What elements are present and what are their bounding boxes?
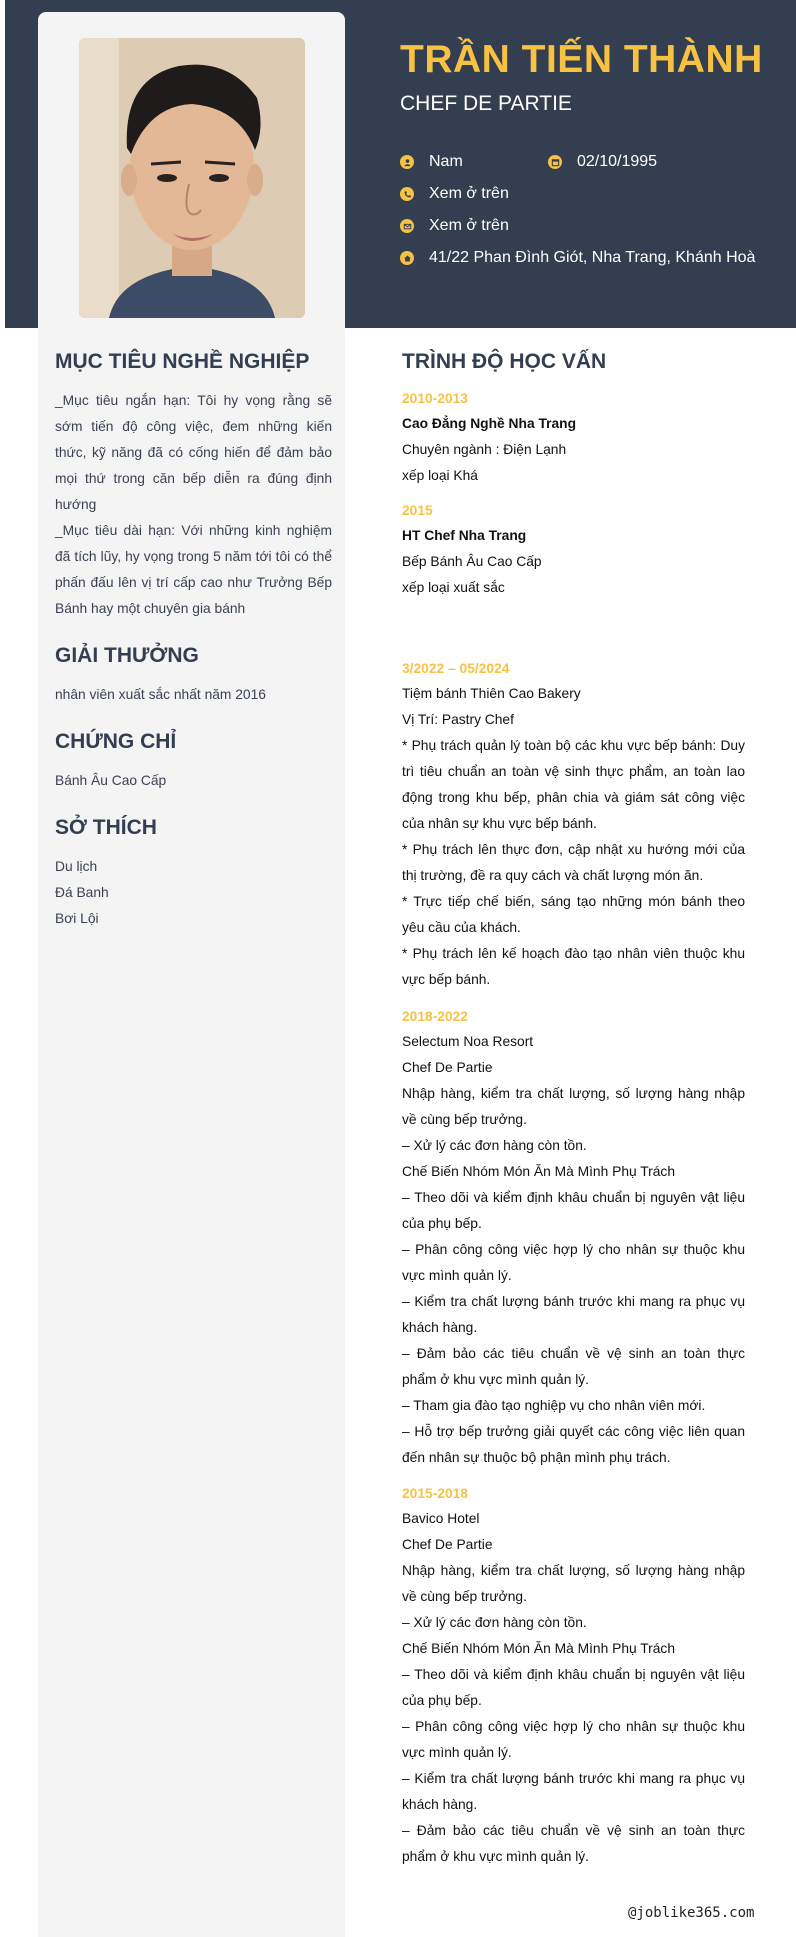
education-rank: xếp loại Khá [402,468,478,483]
experience-line: – Xử lý các đơn hàng còn tồn. [402,1138,587,1153]
experience-item [402,1005,745,1471]
experience-company: Bavico Hotel [402,1511,480,1526]
watermark: @joblike365.com [628,1905,755,1921]
info-address-value: 41/22 Phan Đình Giót, Nha Trang, Khánh Hoà [429,249,756,266]
experience-company: Tiệm bánh Thiên Cao Bakery [402,686,581,701]
profile-photo [79,38,305,318]
list-item: nhân viên xuất sắc nhất năm 2016 [55,687,266,702]
user-icon [400,155,414,169]
experience-date: 2018-2022 [402,1009,468,1024]
career-goal-short: _Mục tiêu ngắn hạn: Tôi hy vọng rằng sẽ sớm tiến độ công việc, đem những kiến thức, kỹ năng đã có cống hiến để đảm bảo mọi thứ trong căn bếp diễn ra đúng định hướng [55,393,332,512]
experience-line: * Trực tiếp chế biến, sáng tạo những món bánh theo yêu cầu của khách. [402,894,745,935]
awards-list [55,682,332,708]
info-email [400,217,509,235]
education-school: HT Chef Nha Trang [402,528,527,543]
experience-line: Chế Biến Nhóm Món Ăn Mà Mình Phụ Trách [402,1641,676,1656]
awards-title: GIẢI THƯỞNG [55,644,199,667]
home-icon [400,251,414,265]
career-goal-section [55,388,332,622]
education-major: Chuyên ngành : Điện Lạnh [402,442,567,457]
education-title: TRÌNH ĐỘ HỌC VẤN [402,350,607,373]
experience-line: – Theo dõi và kiểm định khâu chuẩn bị nguyên vật liệu của phụ bếp. [402,1190,745,1231]
education-date: 2015 [402,503,433,518]
candidate-position: CHEF DE PARTIE [400,92,572,115]
career-goal-title: MỤC TIÊU NGHỀ NGHIỆP [55,350,310,373]
experience-line: Chế Biến Nhóm Món Ăn Mà Mình Phụ Trách [402,1164,676,1179]
experience-line: * Phụ trách quản lý toàn bộ các khu vực bếp bánh: Duy trì tiêu chuẩn an toàn vệ sinh thực phẩm, an toàn lao động trong khu bếp, phân chia và giám sát công việc của nhân sự khu vực bếp bánh. [402,738,745,831]
info-phone-value: Xem ở trên [429,185,509,202]
experience-line: – Kiểm tra chất lượng bánh trước khi mang ra phục vụ khách hàng. [402,1771,745,1812]
list-item: Đá Banh [55,885,109,900]
phone-icon [400,187,414,201]
experience-role: Chef De Partie [402,1060,493,1075]
experience-line: – Phân công công việc hợp lý cho nhân sự thuộc khu vực mình quản lý. [402,1242,745,1283]
experience-role: Chef De Partie [402,1537,493,1552]
experience-line: * Phụ trách lên kế hoạch đào tạo nhân viên thuộc khu vực bếp bánh. [402,946,745,987]
education-school: Cao Đẳng Nghề Nha Trang [402,416,577,431]
mail-icon [400,219,414,233]
experience-item [402,1482,745,1870]
career-goal-long: _Mục tiêu dài hạn: Với những kinh nghiệm đã tích lũy, hy vọng trong 5 năm tới tôi có thể phấn đấu lên vị trí cấp cao như Trưởng Bếp Bánh hay một chuyên gia bánh [55,523,332,616]
experience-line: Nhập hàng, kiểm tra chất lượng, số lượng hàng nhập về cùng bếp trưởng. [402,1086,745,1127]
list-item: Du lịch [55,859,98,874]
experience-date: 2015-2018 [402,1486,468,1501]
hobbies-title: SỞ THÍCH [55,816,157,839]
certificates-list [55,768,332,794]
info-address [400,249,755,267]
education-date: 2010-2013 [402,391,468,406]
info-email-value: Xem ở trên [429,217,509,234]
hobbies-list [55,854,332,932]
experience-line: – Xử lý các đơn hàng còn tồn. [402,1615,587,1630]
experience-line: – Tham gia đào tạo nghiệp vụ cho nhân viên mới. [402,1398,706,1413]
experience-company: Selectum Noa Resort [402,1034,534,1049]
info-gender [400,153,463,171]
experience-line: – Đảm bảo các tiêu chuẩn về vệ sinh an toàn thực phẩm ở khu vực mình quản lý. [402,1346,745,1387]
education-item [402,499,745,601]
candidate-name: TRẦN TIẾN THÀNH [400,38,763,81]
experience-line: – Hỗ trợ bếp trưởng giải quyết các công việc liên quan đến nhân sự thuộc bộ phận mình phụ trách. [402,1424,745,1465]
experience-line: – Kiểm tra chất lượng bánh trước khi mang ra phục vụ khách hàng. [402,1294,745,1335]
experience-line: * Phụ trách lên thực đơn, cập nhật xu hướng mới của thị trường, đề ra quy cách và chất lượng món ăn. [402,842,745,883]
education-major: Bếp Bánh Âu Cao Cấp [402,554,542,569]
experience-role: Vị Trí: Pastry Chef [402,712,514,727]
info-phone [400,185,509,203]
education-rank: xếp loại xuất sắc [402,580,505,595]
certificates-title: CHỨNG CHỈ [55,730,177,753]
info-birthday-value: 02/10/1995 [577,153,658,170]
calendar-icon [548,155,562,169]
experience-line: Nhập hàng, kiểm tra chất lượng, số lượng hàng nhập về cùng bếp trưởng. [402,1563,745,1604]
info-birthday [548,153,657,171]
experience-line: – Phân công công việc hợp lý cho nhân sự thuộc khu vực mình quản lý. [402,1719,745,1760]
list-item: Bánh Âu Cao Cấp [55,773,167,788]
list-item: Bơi Lội [55,911,99,926]
experience-line: – Theo dõi và kiểm định khâu chuẩn bị nguyên vật liệu của phụ bếp. [402,1667,745,1708]
info-gender-value: Nam [429,153,463,170]
experience-line: – Đảm bảo các tiêu chuẩn về vệ sinh an toàn thực phẩm ở khu vực mình quản lý. [402,1823,745,1864]
experience-date: 3/2022 – 05/2024 [402,661,510,676]
education-item [402,387,745,489]
experience-item [402,657,745,993]
